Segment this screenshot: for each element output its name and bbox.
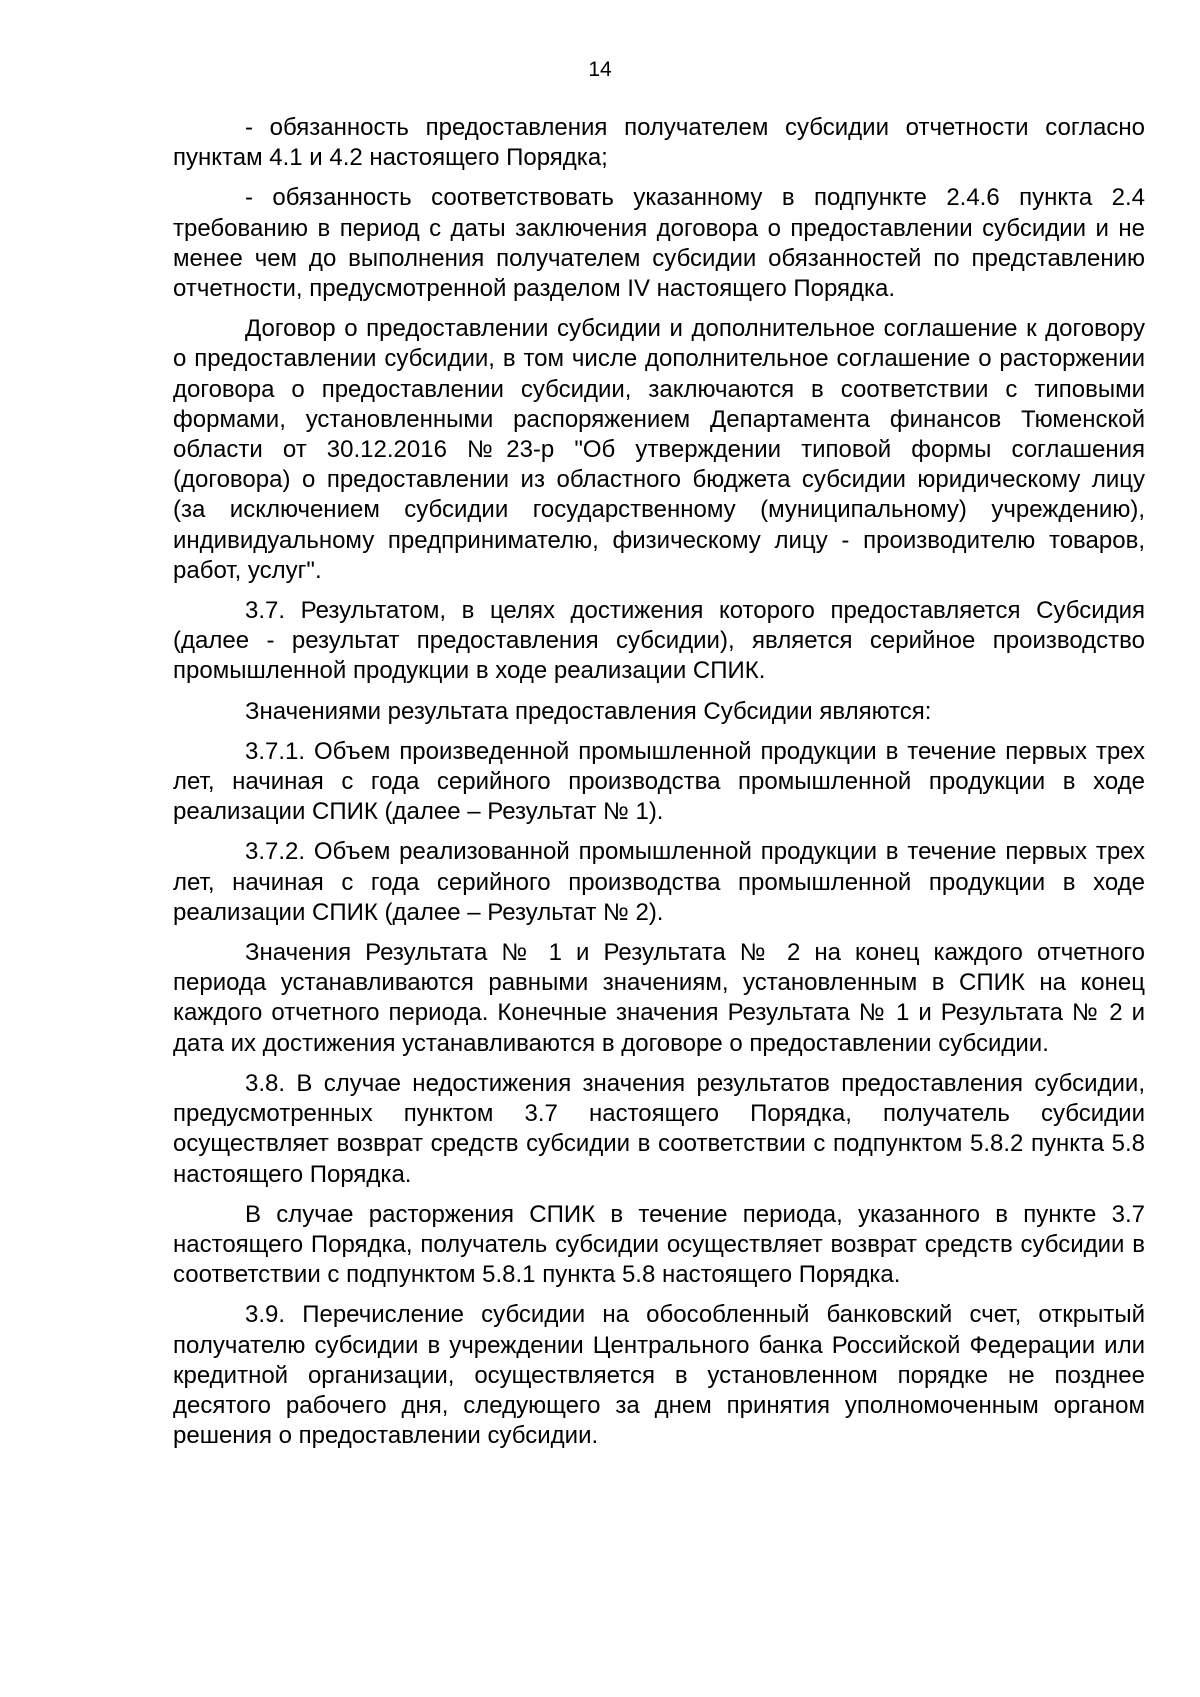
paragraph-3-7-1: 3.7.1. Объем произведенной промышленной продукции в течение первых трех лет, начиная с года серийного производства промышленной продукции в ходе реализации СПИК (далее – Результат № 1).: [173, 737, 1145, 826]
paragraph-obligation-compliance: - обязанность соответствовать указанному в подпункте 2.4.6 пункта 2.4 требованию в период с даты заключения договора о предоставлении субсидии и не менее чем до выполнения получателем субсидии обязанностей по представлению отчетности, предусмотренной разделом IV настоящего Порядка.: [173, 184, 1145, 303]
paragraph-3-7-2: 3.7.2. Объем реализованной промышленной продукции в течение первых трех лет, начиная с года серийного производства промышленной продукции в ходе реализации СПИК (далее – Результат № 2).: [173, 838, 1145, 926]
paragraph-3-9: 3.9. Перечисление субсидии на обособленный банковский счет, открытый получателю субсидии в учреждении Центрального банка Российской Федерации или кредитной организации, осуществляется в установленном порядке не позднее десятого рабочего дня, следующего за днем принятия уполномоченным органом решения о предоставлении субсидии.: [173, 1301, 1145, 1450]
paragraph-3-7-result: 3.7. Результатом, в целях достижения которого предоставляется Субсидия (далее - результат предоставления субсидии), является серийное производство промышленной продукции в ходе реализации СПИК.: [173, 597, 1145, 685]
paragraph-contract-forms: Договор о предоставлении субсидии и дополнительное соглашение к договору о предоставлении субсидии, в том числе дополнительное соглашение о расторжении договора о предоставлении субсидии, заключаются в соответствии с типовыми формами, установленными распоряжением Департамента финансов Тюменской области от 30.12.2016 №23-р "Об утверждении типовой формы соглашения (договора) о предоставлении из областного бюджета субсидии юридическому лицу (за исключением субсидии государственному (муниципальному) учреждению), индивидуальному предпринимателю, физическому лицу - производителю товаров, работ, услуг".: [173, 315, 1145, 584]
paragraph-obligation-reporting: - обязанность предоставления получателем субсидии отчетности согласно пунктам 4.1 и 4.2 настоящего Порядка;: [173, 114, 1145, 172]
paragraph-3-8: 3.8. В случае недостижения значения результатов предоставления субсидии, предусмотренных пунктом 3.7 настоящего Порядка, получатель субсидии осуществляет возврат средств субсидии в соответствии с подпунктом 5.8.2 пункта 5.8 настоящего Порядка.: [173, 1069, 1145, 1188]
paragraph-spik-termination: В случае расторжения СПИК в течение периода, указанного в пункте 3.7 настоящего Порядка, получатель субсидии осуществляет возврат средств субсидии в соответствии с подпунктом 5.8.1 пункта 5.8 настоящего Порядка.: [173, 1200, 1145, 1289]
document-body: [173, 113, 1145, 1461]
page-number: 14: [588, 58, 612, 81]
paragraph-result-periods: Значения Результата № 1 и Результата № 2 на конец каждого отчетного периода устанавливаются равными значениям, установленным в СПИК на конец каждого отчетного периода. Конечные значения Результата № 1 и Результата № 2 и дата их достижения устанавливаются в договоре о предоставлении субсидии.: [173, 939, 1145, 1057]
paragraph-result-values: Значениями результата предоставления Субсидии являются:: [245, 697, 932, 725]
